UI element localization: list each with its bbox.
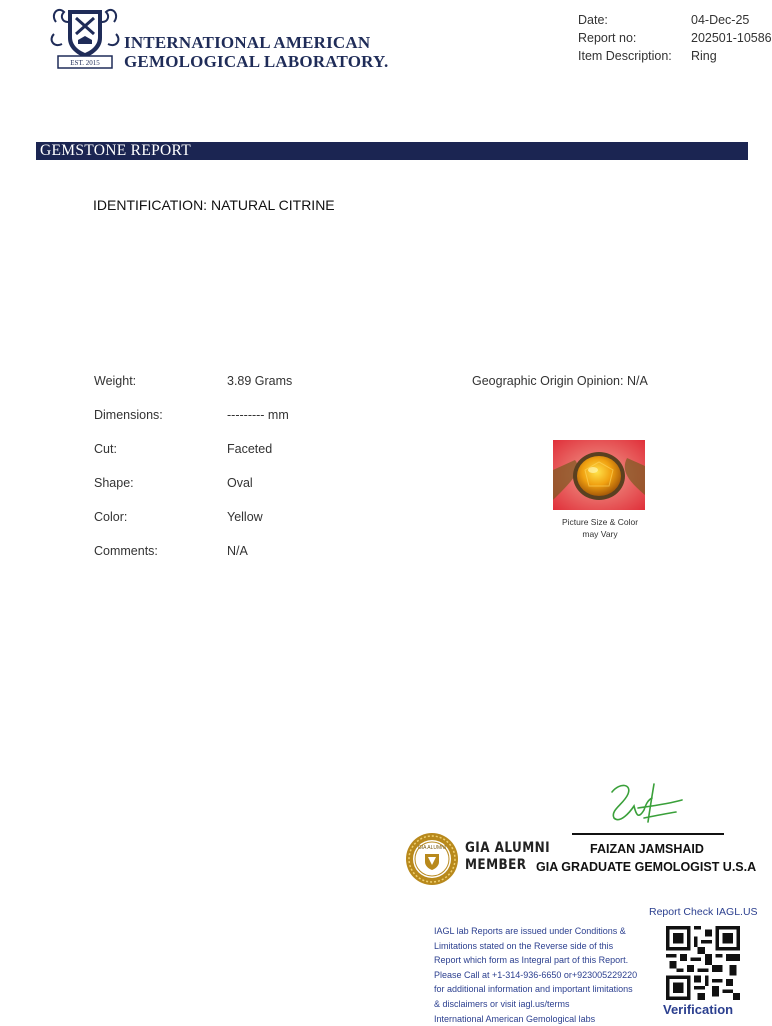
signer-title: GIA GRADUATE GEMOLOGIST U.S.A: [536, 860, 757, 874]
gia-alumni-label: GIA ALUMNI: [465, 840, 551, 856]
report-no-label: Report no:: [578, 31, 637, 45]
date-value: 04-Dec-25: [691, 13, 750, 27]
color-label: Color:: [94, 510, 128, 524]
svg-text:GIA ALUMNI: GIA ALUMNI: [417, 845, 447, 851]
disclaimer-line: & disclaimers or visit iagl.us/terms: [434, 998, 570, 1009]
cut-label: Cut:: [94, 442, 117, 456]
comments-value: N/A: [227, 544, 248, 558]
disclaimer-line: Please Call at +1-314-936-6650 or+923005229220: [434, 969, 638, 980]
disclaimer-line: IAGL lab Reports are issued under Conditions &: [434, 926, 626, 936]
dimensions-label: Dimensions:: [94, 408, 163, 422]
shape-value: Oval: [227, 476, 253, 490]
item-description-value: Ring: [691, 49, 717, 63]
handwritten-signature: [598, 778, 688, 830]
cut-value: Faceted: [227, 442, 273, 456]
lab-name-line2: GEMOLOGICAL LABORATORY.: [124, 52, 389, 71]
dimensions-value: --------- mm: [227, 408, 289, 422]
disclaimer: [434, 924, 658, 1026]
qr-code-icon[interactable]: [666, 926, 740, 1000]
gia-seal-icon: [405, 832, 459, 886]
svg-text:EST. 2015: EST. 2015: [70, 59, 100, 67]
disclaimer-line: Limitations stated on the Reverse side of this: [434, 940, 614, 951]
color-value: Yellow: [227, 510, 263, 524]
weight-label: Weight:: [94, 374, 137, 388]
shape-label: Shape:: [94, 476, 134, 490]
identification: IDENTIFICATION: NATURAL CITRINE: [93, 197, 335, 213]
signature-line: [572, 833, 724, 835]
item-description-label: Item Description:: [578, 49, 672, 63]
weight-value: 3.89 Grams: [227, 374, 293, 388]
disclaimer-line: International American Gemological labs: [434, 1013, 596, 1024]
origin-opinion: Geographic Origin Opinion: N/A: [472, 374, 648, 388]
signer-name: FAIZAN JAMSHAID: [590, 842, 704, 856]
photo-caption-line1: Picture Size & Color: [561, 517, 639, 527]
disclaimer-line: for additional information and important limitations: [434, 984, 633, 995]
disclaimer-line: Report which form as Integral part of this Report.: [434, 955, 629, 966]
report-banner: [36, 142, 748, 160]
photo-caption-line2: may Vary: [582, 529, 618, 539]
gia-member-label: MEMBER: [465, 857, 527, 873]
lab-name-line1: INTERNATIONAL AMERICAN: [124, 33, 371, 52]
citrine-ring-photo: [553, 440, 645, 510]
date-label: Date:: [578, 13, 608, 27]
verification-label: Verification: [663, 1002, 734, 1017]
report-no-value: 202501-10586: [691, 31, 772, 45]
report-check-link[interactable]: Report Check IAGL.US: [649, 906, 758, 918]
photo-caption: [548, 516, 652, 540]
crest-emblem-icon: [48, 4, 122, 72]
report-title: GEMSTONE REPORT: [40, 142, 191, 159]
comments-label: Comments:: [94, 544, 158, 558]
